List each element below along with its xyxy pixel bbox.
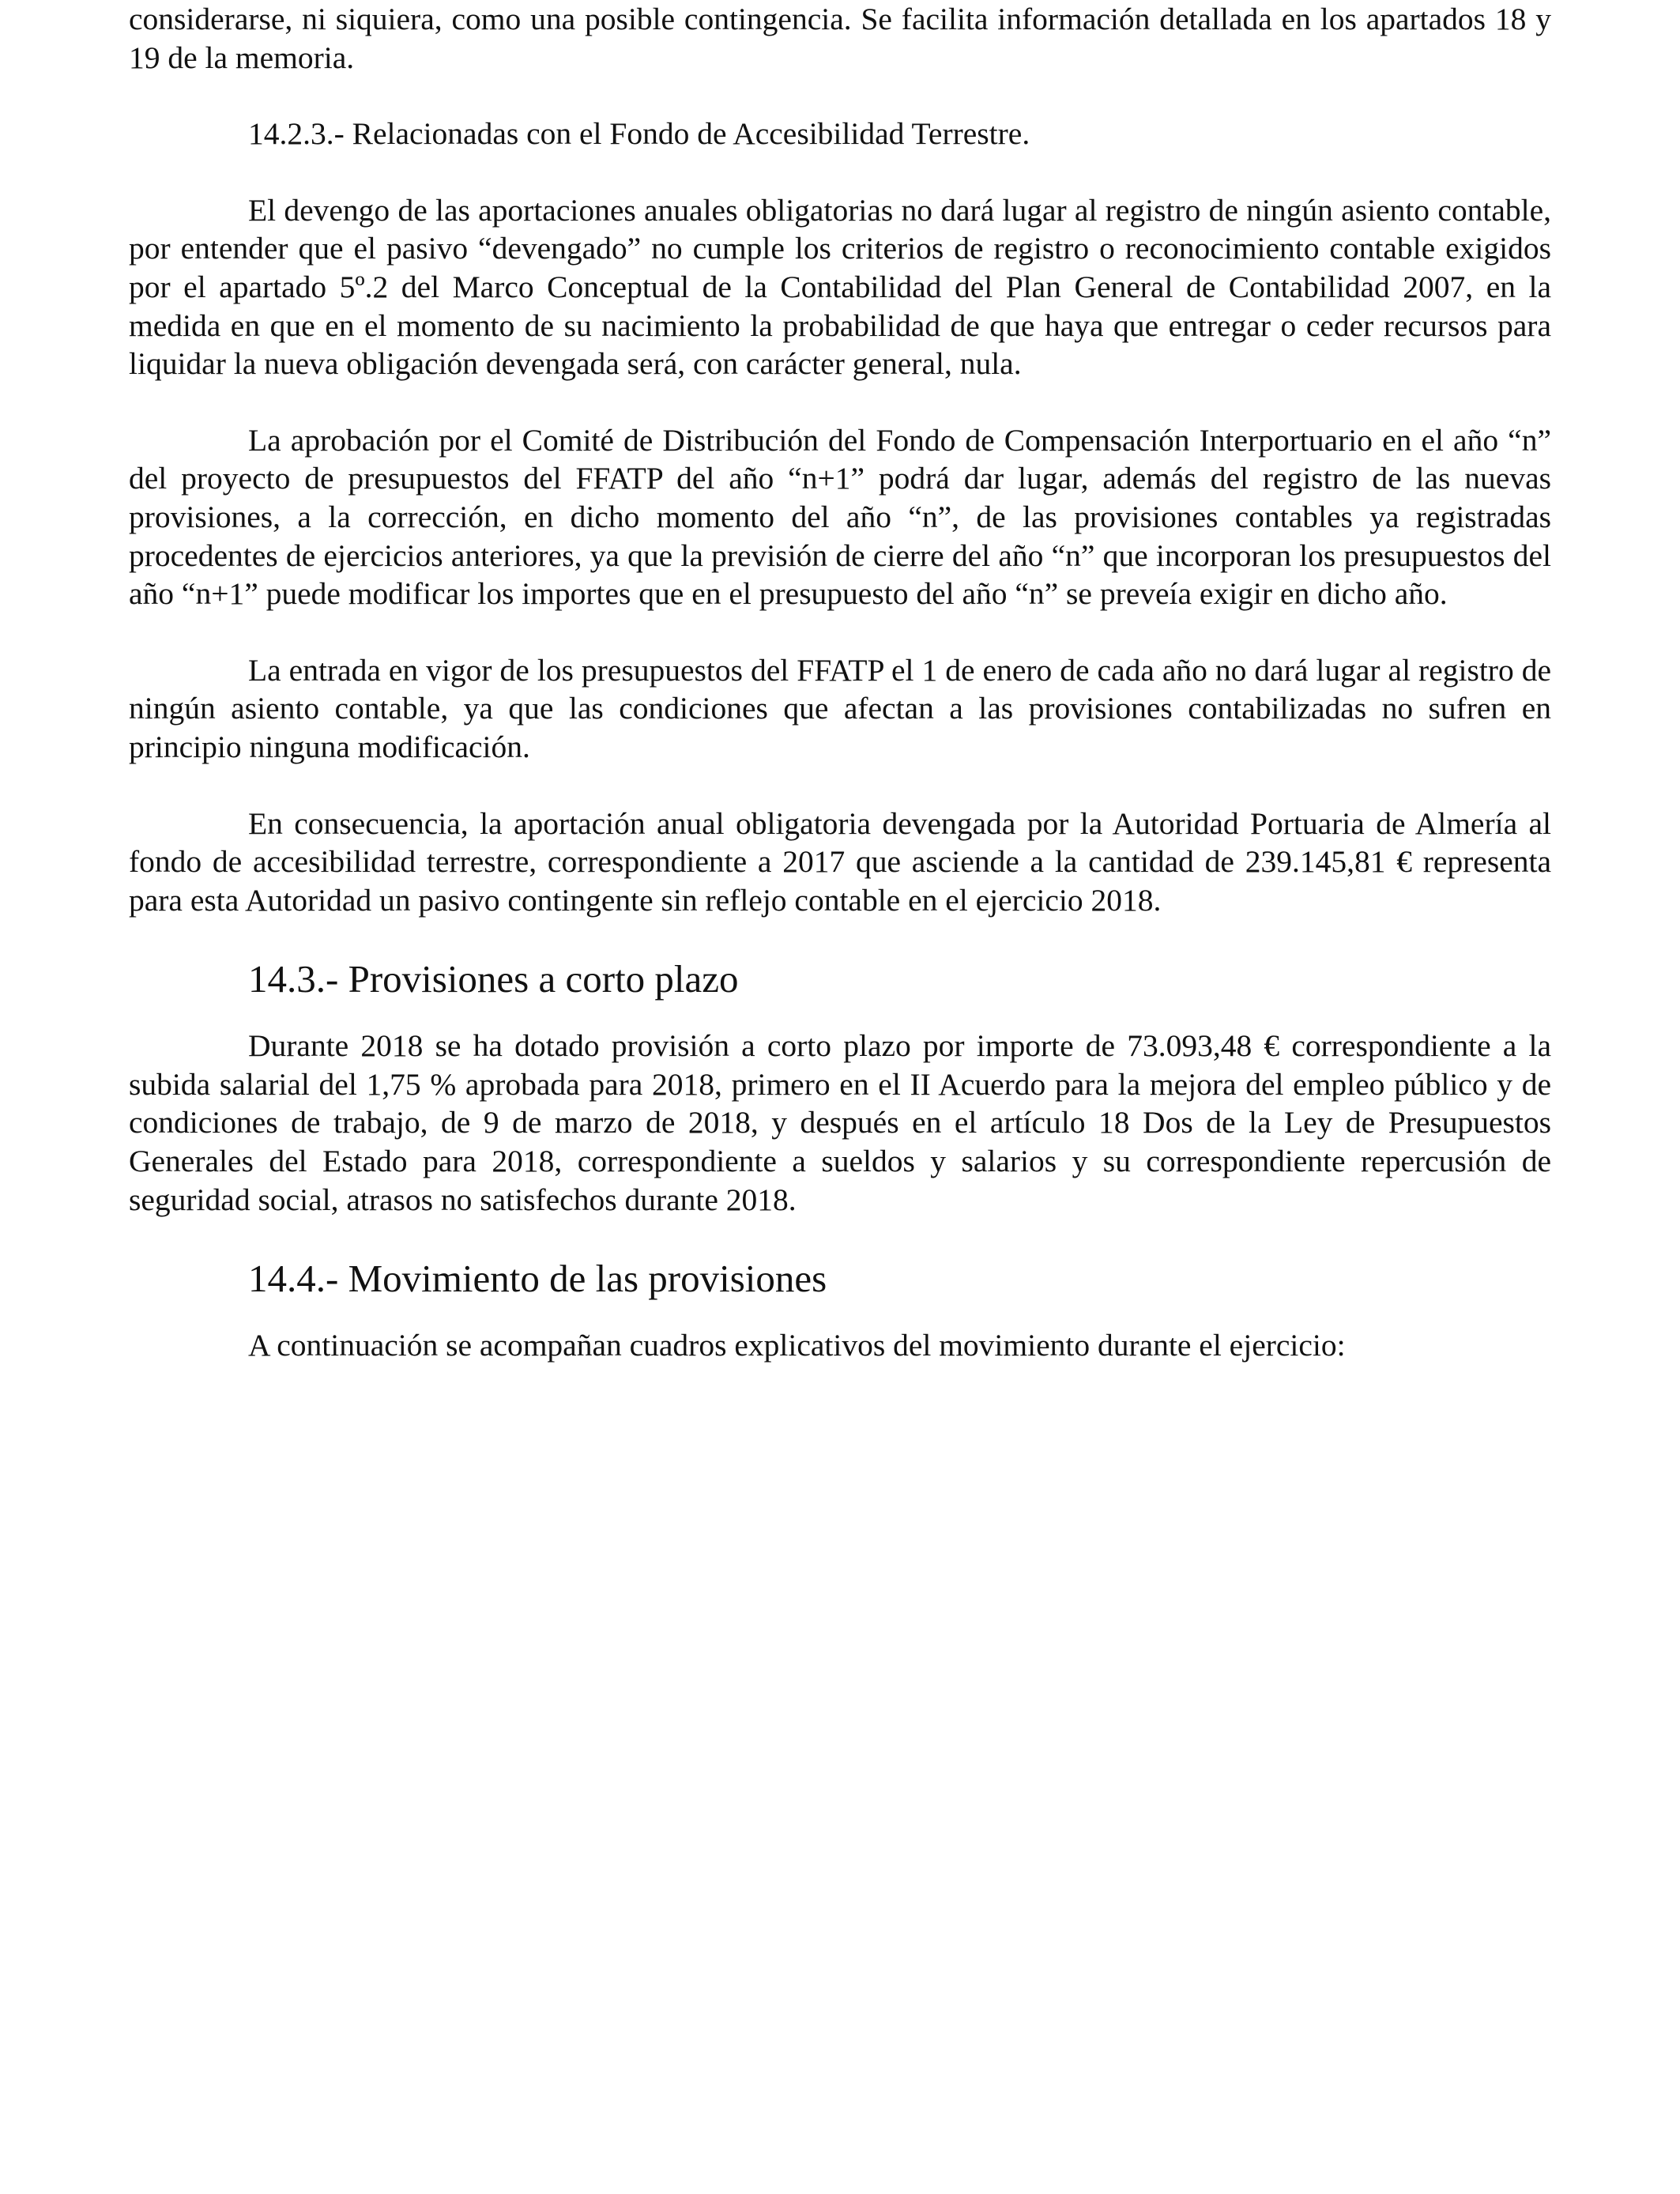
paragraph-continuation: considerarse, ni siquiera, como una posible contingencia. Se facilita información detallada en los apartados 18 y 19 de la memoria.	[129, 2, 1551, 75]
page-body	[129, 0, 1551, 1365]
paragraph-cuadros-intro: A continuación se acompañan cuadros explicativos del movimiento durante el ejercicio:	[248, 1328, 1346, 1363]
paragraph-aprobacion: La aprobación por el Comité de Distribución del Fondo de Compensación Interportuario en el año “n” del proyecto de presupuestos del FFATP del año “n+1” podrá dar lugar, además del registro de las nuevas provisiones, a la corrección, en dicho momento del año “n”, de las provisiones contables ya registradas procedentes de ejercicios anteriores, ya que la previsión de cierre del año “n” que incorporan los presupuestos del año “n+1” puede modificar los importes que en el presupuesto del año “n” se preveía exigir en dicho año.	[129, 422, 1551, 612]
paragraph-devengo: El devengo de las aportaciones anuales obligatorias no dará lugar al registro de ningún asiento contable, por entender que el pasivo “devengado” no cumple los criterios de registro o reconocimiento contable exigidos por el apartado 5º.2 del Marco Conceptual de la Contabilidad del Plan General de Contabilidad 2007, en la medida en que en el momento de su nacimiento la probabilidad de que haya que entregar o ceder recursos para liquidar la nueva obligación devengada será, con carácter general, nula.	[129, 192, 1551, 382]
paragraph-entrada-vigor: La entrada en vigor de los presupuestos del FFATP el 1 de enero de cada año no dará lugar al registro de ningún asiento contable, ya que las condiciones que afectan a las provisiones contabilizadas no sufren en principio ninguna modificación.	[129, 652, 1551, 764]
paragraph-provision-corto-plazo: Durante 2018 se ha dotado provisión a corto plazo por importe de 73.093,48 € correspondiente a la subida salarial del 1,75 % aprobada para 2018, primero en el II Acuerdo para la mejora del empleo público y de condiciones de trabajo, de 9 de marzo de 2018, y después en el artículo 18 Dos de la Ley de Presupuestos Generales del Estado para 2018, correspondiente a sueldos y salarios y su correspondiente repercusión de seguridad social, atrasos no satisfechos durante 2018.	[129, 1028, 1551, 1217]
paragraph-consecuencia: En consecuencia, la aportación anual obligatoria devengada por la Autoridad Portuaria de Almería al fondo de accesibilidad terrestre, correspondiente a 2017 que asciende a la cantidad de 239.145,81 € representa para esta Autoridad un pasivo contingente sin reflejo contable en el ejercicio 2018.	[129, 805, 1551, 918]
subsection-heading-14-2-3: 14.2.3.- Relacionadas con el Fondo de Accesibilidad Terrestre.	[248, 116, 1030, 152]
section-heading-14-3: 14.3.- Provisiones a corto plazo	[248, 957, 739, 1001]
section-heading-14-4: 14.4.- Movimiento de las provisiones	[248, 1257, 827, 1301]
